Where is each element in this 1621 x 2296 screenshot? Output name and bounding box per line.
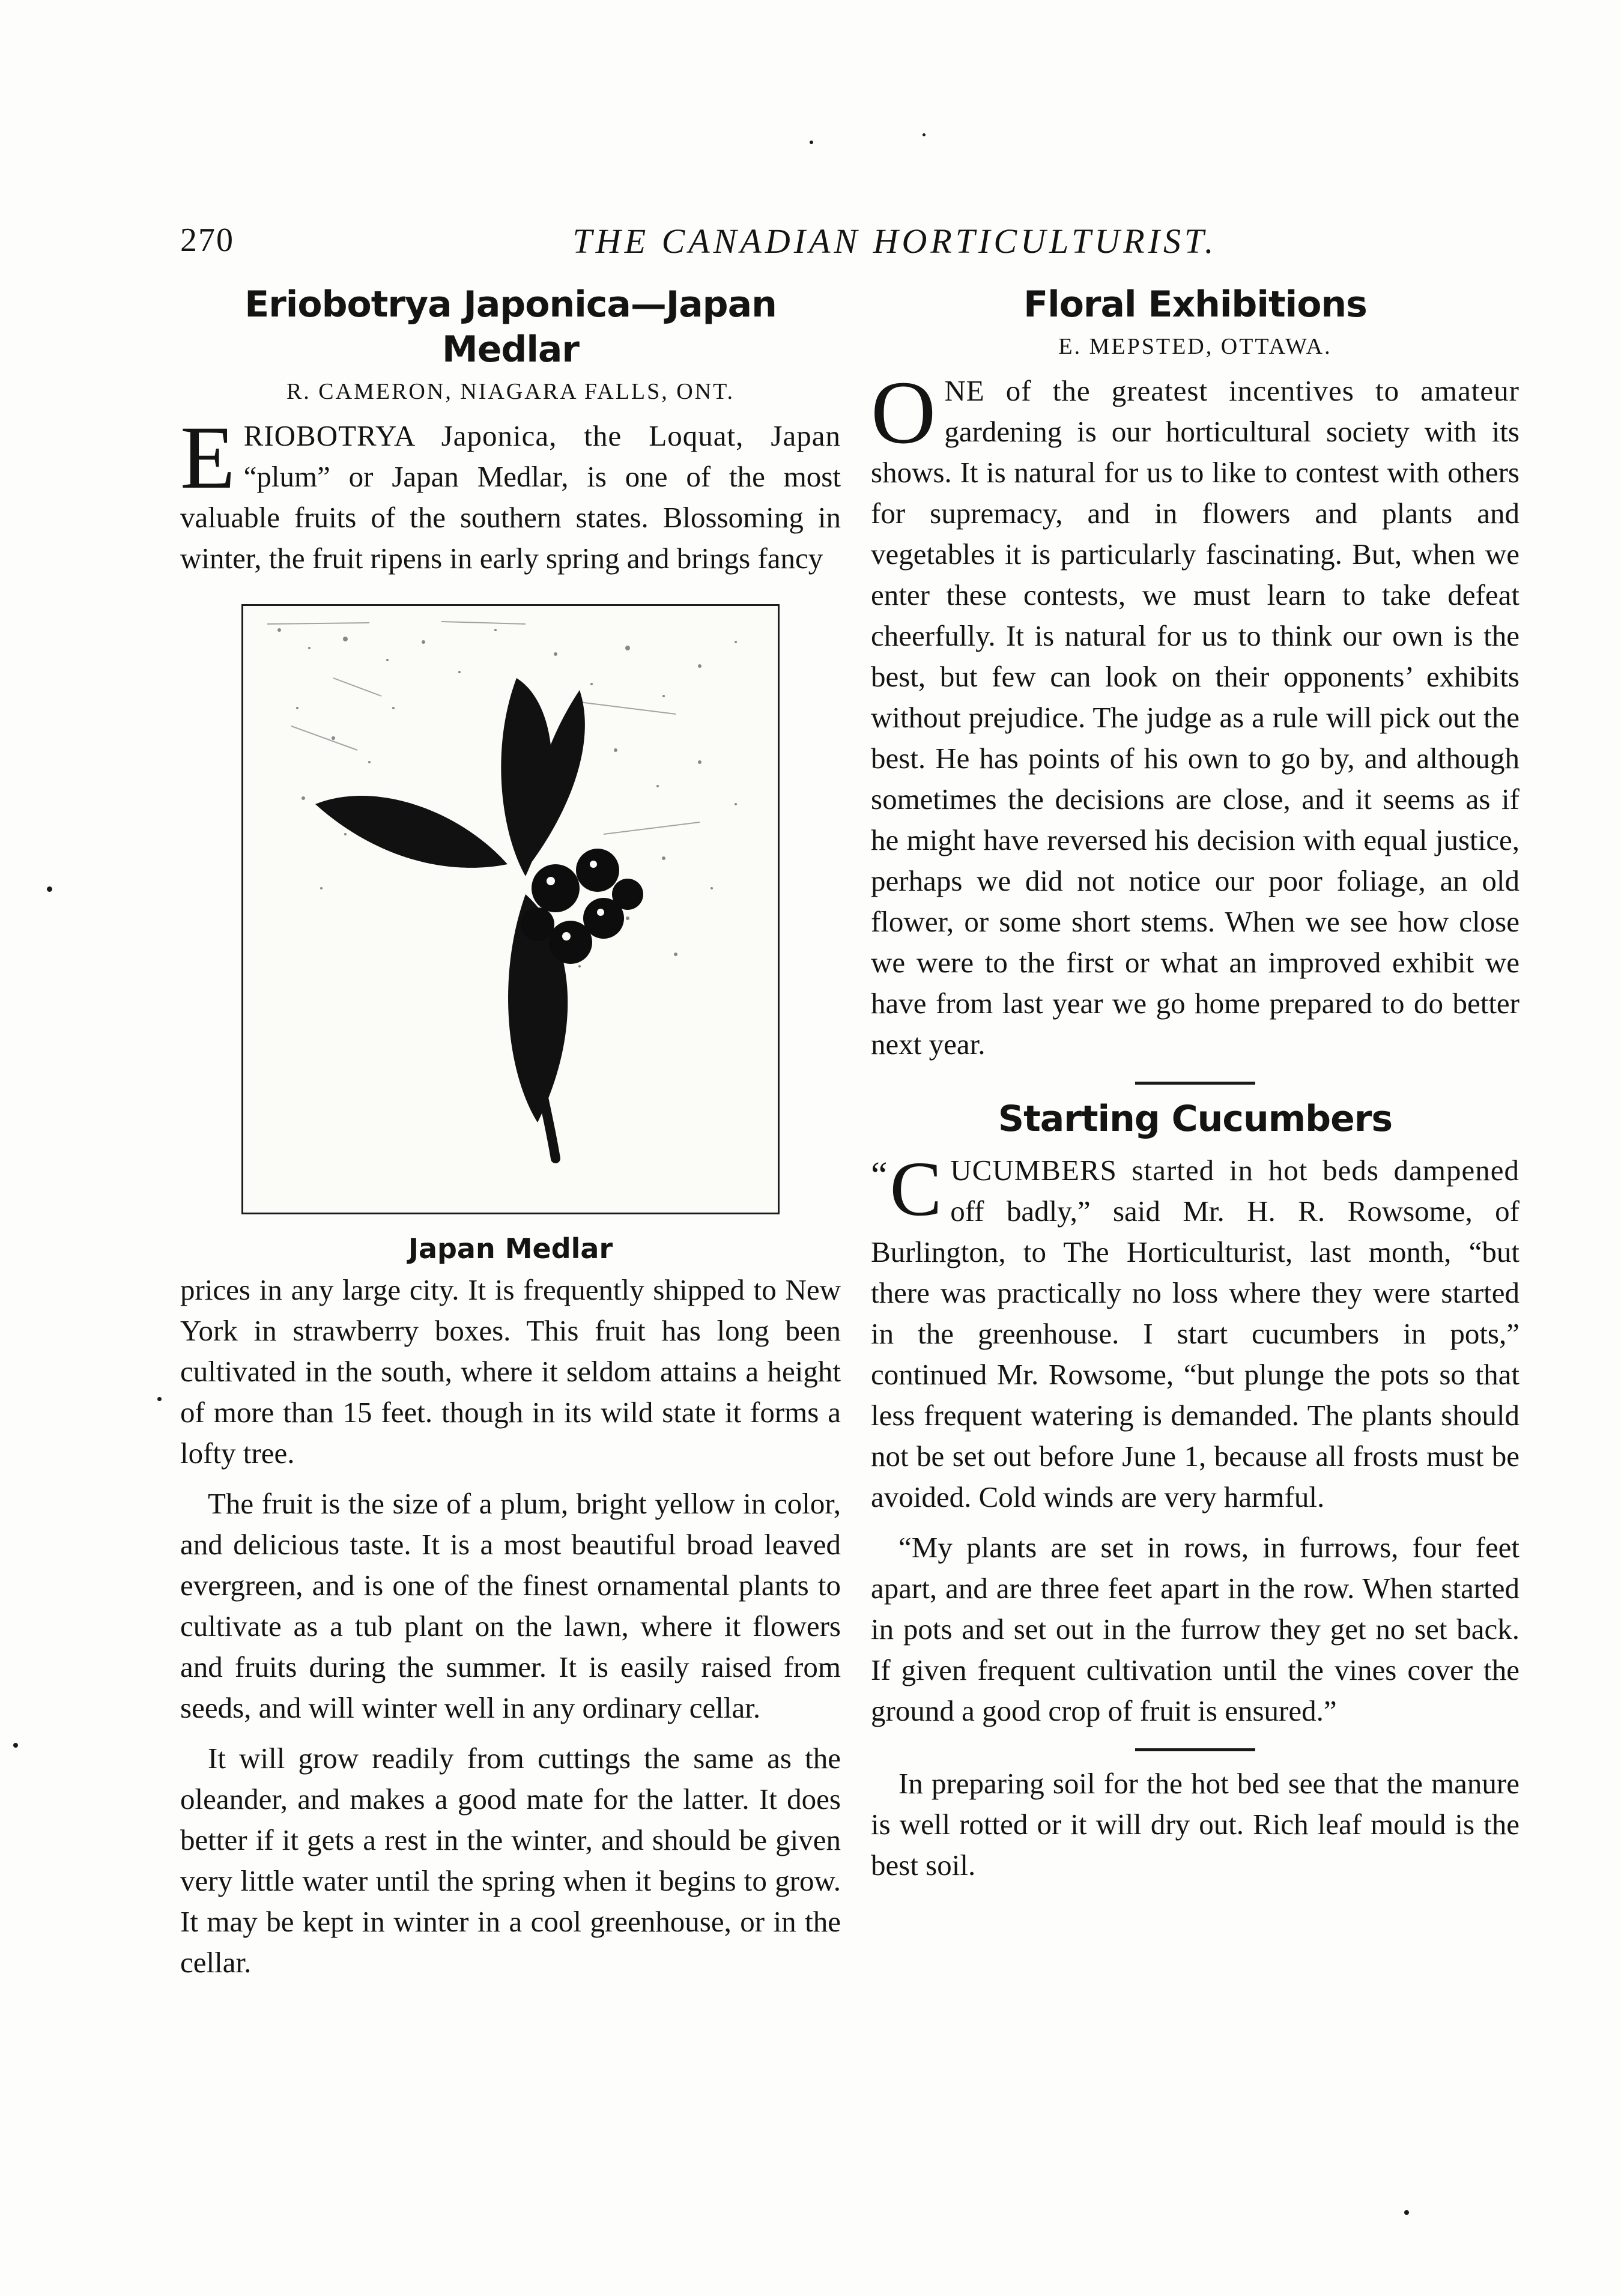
cucumbers-paragraph-1: [871, 1146, 1519, 1518]
section-divider: [1135, 1082, 1255, 1085]
byline-medlar: R. CAMERON, NIAGARA FALLS, ONT.: [286, 379, 735, 404]
cucumbers-paragraph-2: “My plants are set in rows, in furrows, four feet apart, and are three feet apart in the row. When started in pots and set out in the furrow they get no set back. If given frequent cultivation until the vines cover the ground a good crop of fruit is ensured.”: [871, 1531, 1519, 1727]
medlar-intro: [180, 408, 841, 579]
drop-cap-e: E: [180, 408, 235, 507]
print-speck: [923, 133, 926, 136]
medlar-intro-text: RIOBOTRYA Japonica, the Loquat, Japan “plum” or Japan Medlar, is one of the most valuable fruits of the southern states. Blossoming in winter, the fruit ripens in early spring and brings fancy: [180, 419, 841, 575]
drop-cap-o: O: [871, 363, 936, 462]
left-column: [180, 282, 841, 1983]
drop-cap-c: C: [889, 1146, 942, 1232]
section-divider-2: [1135, 1748, 1255, 1751]
medlar-continuation: prices in any large city. It is frequently shipped to New York in strawberry boxes. This fruit has long been cultivated in the south, where it seldom attains a height of more than 15 feet. though in its wild state it forms a lofty tree.: [180, 1273, 841, 1470]
running-title: THE CANADIAN HORTICULTURIST.: [572, 222, 1217, 261]
byline-floral-exhibitions: E. MEPSTED, OTTAWA.: [1058, 334, 1332, 359]
figure-caption: Japan Medlar: [408, 1232, 613, 1265]
medlar-branch-illustration: [243, 606, 778, 1213]
print-speck: [157, 1397, 162, 1401]
print-speck: [47, 886, 52, 892]
print-speck: [810, 141, 813, 144]
article-title-starting-cucumbers: Starting Cucumbers: [998, 1098, 1393, 1140]
right-column: [871, 282, 1519, 1886]
leaf-left: [315, 796, 508, 868]
floral-exhibitions-text: NE of the greatest incentives to amateur gardening is our horticultural society with its shows. It is natural for us to like to contest with others for supremacy, and in flowers and plants and vegetables it is particularly fascinating. But, when we enter these contests, we must learn to take defeat cheerfully. It is natural for us to think our own is the best, but few can look on their opponents’ exhibits without prejudice. The judge as a rule will pick out the best. He has points of his own to go by, and although sometimes the decisions are close, and it seems as if he might have reversed his decision with equal justice, perhaps we did not notice our poor foliage, an old flower, or some short stems. When we see how close we were to the first or what an improved exhibit we have from last year we go home prepared to do better next year.: [871, 374, 1519, 1061]
print-speck: [13, 1743, 18, 1748]
page-header: [180, 221, 1610, 275]
hot-bed-note: In preparing soil for the hot bed see that the manure is well rotted or it will dry out. Rich leaf mould is the best soil.: [871, 1767, 1519, 1882]
medlar-paragraph-2: The fruit is the size of a plum, bright yellow in color, and delicious taste. It is a most beautiful broad leaved evergreen, and is one of the finest ornamental plants to cultivate as a tub plant on the lawn, where it flowers and fruits during the summer. It is easily raised from seeds, and will winter well in any ordinary cellar.: [180, 1487, 841, 1724]
article-title-floral-exhibitions: Floral Exhibitions: [1023, 283, 1367, 326]
print-speck: [1404, 2210, 1409, 2215]
floral-exhibitions-body: [871, 363, 1519, 1065]
medlar-paragraph-3: It will grow readily from cuttings the same as the oleander, and makes a good mate for the latter. It does better if it gets a rest in the winter, and should be given very little water until the spring when it begins to grow. It may be kept in winter in a cool greenhouse, or in the cellar.: [180, 1742, 841, 1979]
japan-medlar-photo: [241, 604, 780, 1214]
open-quote: “: [871, 1155, 888, 1196]
cucumbers-text-1: UCUMBERS started in hot beds dampened off badly,” said Mr. H. R. Rowsome, of Burlington, to The Horticulturist, last month, “but there was practically no loss where they were started in the greenhouse. I start cucumbers in pots,” continued Mr. Rowsome, “but plunge the pots so that less frequent watering is demanded. The plants should not be set out before June 1, because all frosts must be avoided. Cold winds are very harmful.: [871, 1154, 1519, 1513]
page-number: 270: [180, 222, 234, 259]
article-title-medlar: Eriobotrya Japonica—Japan Medlar: [244, 283, 777, 371]
